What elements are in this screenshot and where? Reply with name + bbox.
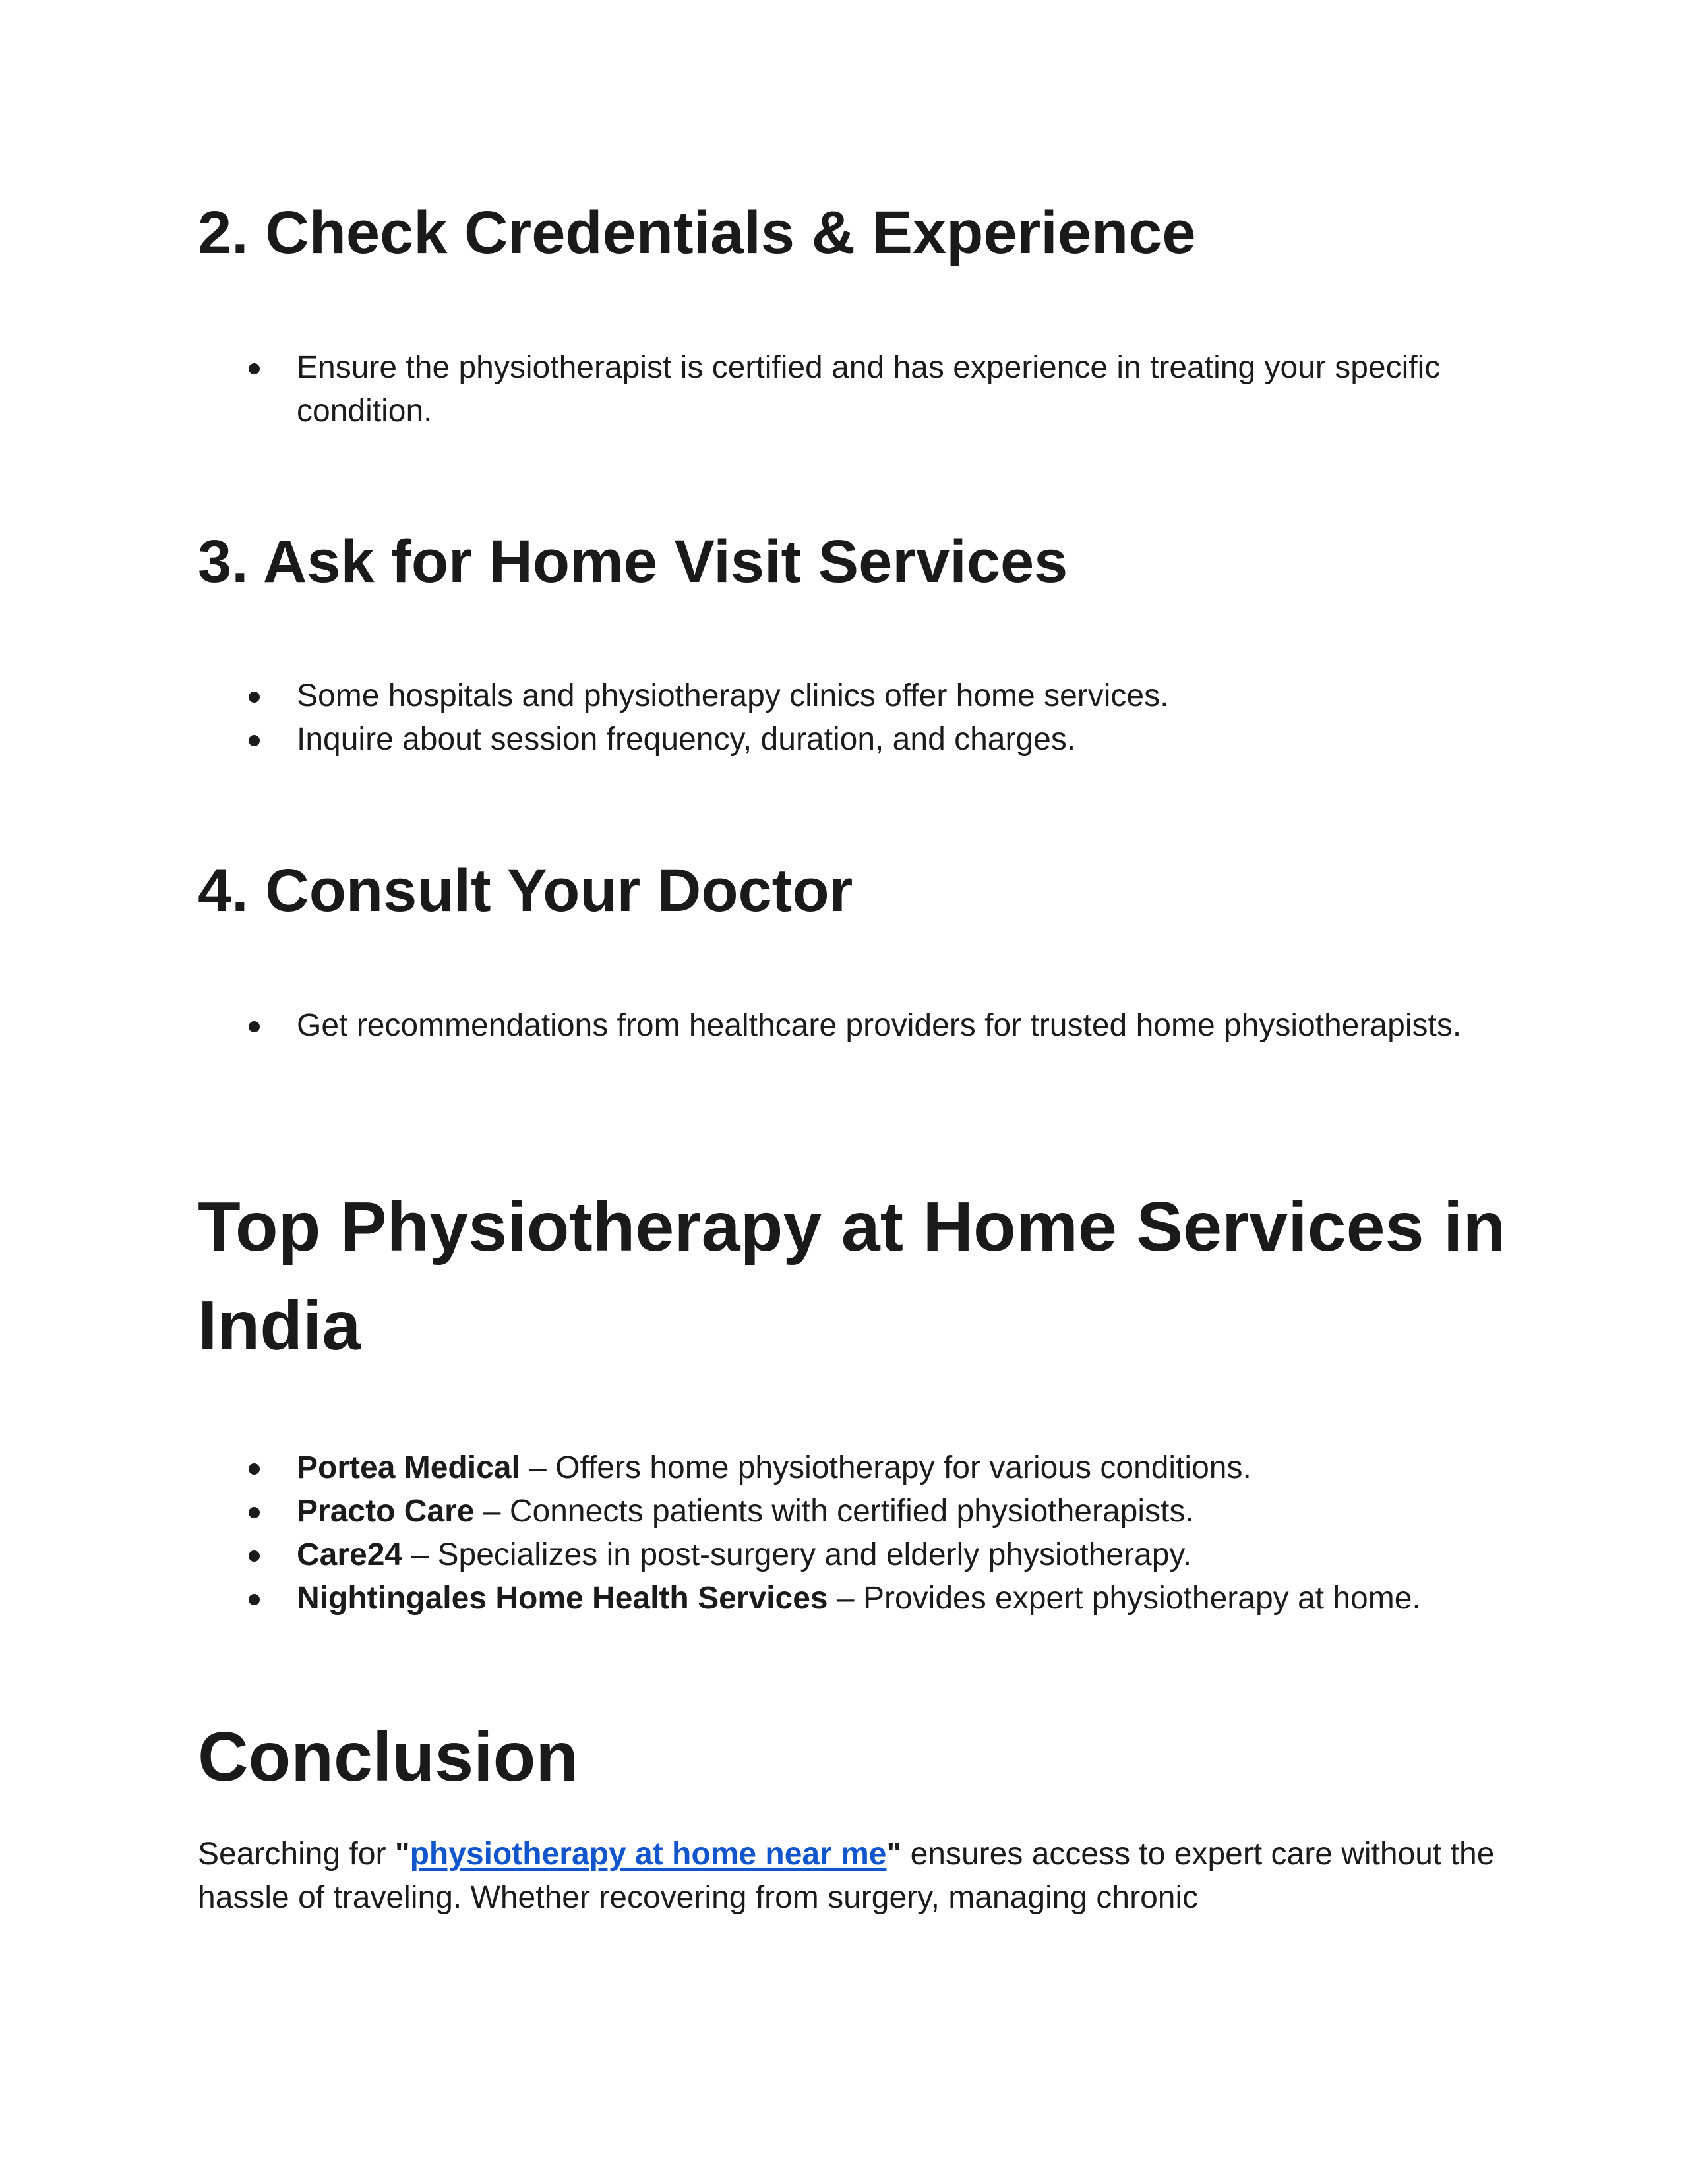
service-desc: – Offers home physiotherapy for various conditions. [520, 1450, 1251, 1485]
quote-close: " [886, 1837, 902, 1872]
conclusion-prefix: Searching for [198, 1837, 395, 1872]
service-name: Practo Care [297, 1494, 475, 1529]
bullet-icon [249, 692, 260, 703]
physiotherapy-link[interactable]: physiotherapy at home near me [409, 1837, 887, 1872]
doctor-list [198, 1004, 1490, 1048]
list-item-text: Inquire about session frequency, duration, and charges. [297, 722, 1076, 757]
list-item-text: Get recommendations from healthcare providers for trusted home physiotherapists. [297, 1008, 1462, 1043]
bullet-icon [249, 1463, 260, 1475]
list-item [198, 1490, 1490, 1533]
list-item-text: Ensure the physiotherapist is certified and has experience in treating your specific condition. [297, 350, 1441, 428]
list-item [198, 1004, 1490, 1048]
service-desc: – Provides expert physiotherapy at home. [828, 1581, 1421, 1616]
conclusion-suffix: ensures access to expert care without the hassle of traveling. Whether recovering from surgery, managing chronic [198, 1837, 1495, 1915]
heading-check-credentials: 2. Check Credentials & Experience [198, 199, 1196, 266]
bullet-icon [249, 1507, 260, 1518]
list-item [198, 674, 1490, 718]
bullet-icon [249, 1021, 260, 1032]
bullet-icon [249, 1550, 260, 1562]
home-visit-list [198, 674, 1490, 761]
bullet-icon [249, 735, 260, 746]
service-desc: – Specializes in post-surgery and elderly physiotherapy. [402, 1537, 1192, 1572]
conclusion-paragraph [198, 1833, 1503, 1920]
heading-top-services: Top Physiotherapy at Home Services in India [198, 1188, 1506, 1365]
list-item [198, 1577, 1490, 1620]
list-item-text: Some hospitals and physiotherapy clinics offer home services. [297, 678, 1169, 713]
bullet-icon [249, 1594, 260, 1605]
service-name: Portea Medical [297, 1450, 520, 1485]
list-item [198, 1533, 1490, 1577]
top-services-list [198, 1446, 1490, 1620]
bullet-icon [249, 363, 260, 374]
heading-consult-doctor: 4. Consult Your Doctor [198, 857, 853, 924]
list-item [198, 1446, 1490, 1490]
list-item [198, 346, 1490, 433]
heading-conclusion: Conclusion [198, 1718, 579, 1796]
quote-open: " [394, 1837, 410, 1872]
list-item [198, 718, 1490, 761]
service-desc: – Connects patients with certified physiotherapists. [474, 1494, 1194, 1529]
heading-home-visit: 3. Ask for Home Visit Services [198, 528, 1068, 595]
service-name: Nightingales Home Health Services [297, 1581, 828, 1616]
service-name: Care24 [297, 1537, 403, 1572]
credentials-list [198, 346, 1490, 433]
